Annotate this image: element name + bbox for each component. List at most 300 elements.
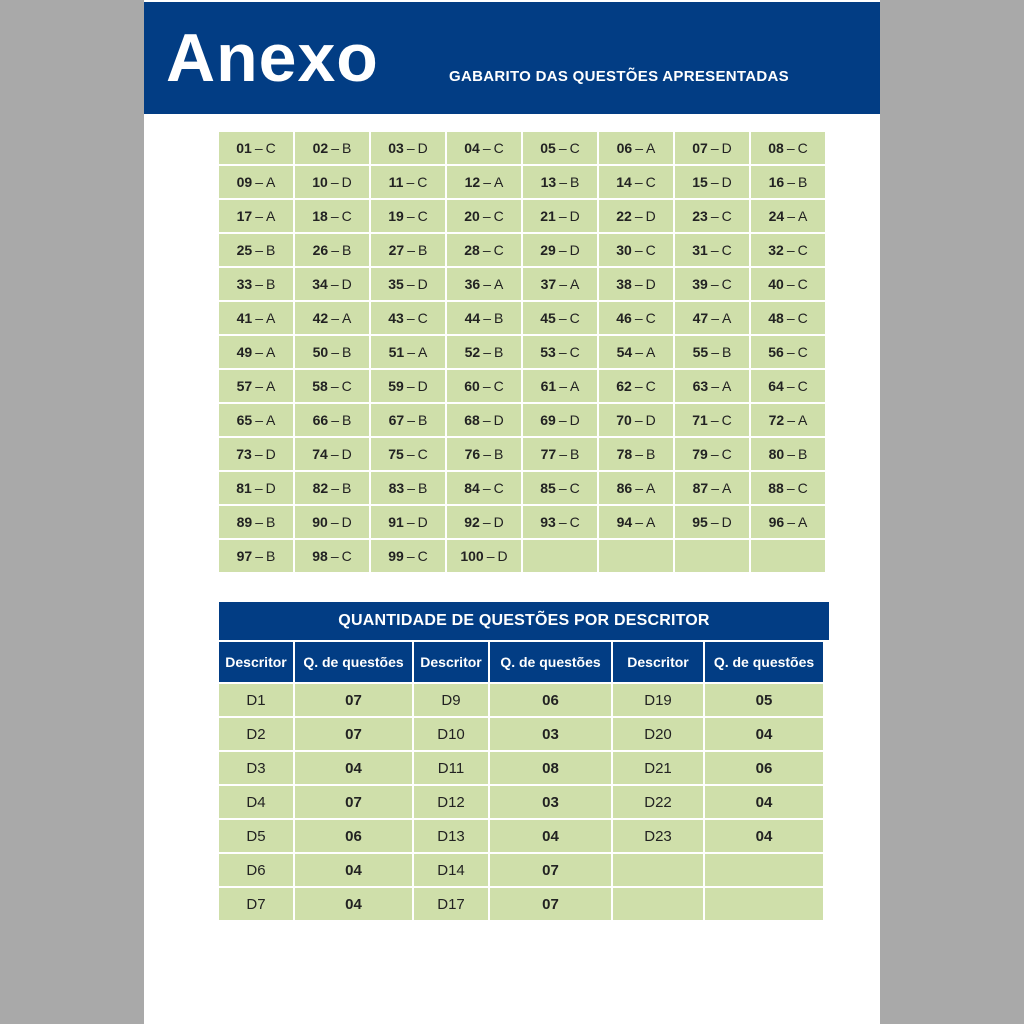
header-banner [144,2,880,114]
question-number: 24 [768,208,785,224]
question-number: 12 [464,174,481,190]
question-count-cell: 04 [490,820,611,852]
answer-separator: – [710,242,719,258]
answer-letter: A [266,412,276,428]
question-number: 89 [236,514,253,530]
answer-letter: C [493,378,504,394]
answer-separator: – [786,480,795,496]
descriptor-table-title: QUANTIDADE DE QUESTÕES POR DESCRITOR [219,602,829,640]
answer-separator: – [331,242,340,258]
answer-separator: – [255,310,264,326]
answer-letter: A [266,344,276,360]
answer-separator: – [711,344,720,360]
question-number: 57 [236,378,253,394]
answer-letter: B [418,412,428,428]
answer-cell [371,404,445,436]
answer-separator: – [786,378,795,394]
answer-key-grid [219,132,825,572]
question-number: 59 [388,378,404,394]
question-number: 88 [768,480,784,496]
answer-letter: D [645,208,656,224]
answer-letter: D [493,514,504,530]
answer-cell [751,472,825,504]
answer-letter: D [569,208,580,224]
answer-letter: A [798,412,808,428]
question-number: 05 [540,140,556,156]
answer-letter: D [721,514,732,530]
descriptor-cell: D10 [414,718,488,750]
descriptor-cell: D2 [219,718,293,750]
question-number: 21 [540,208,556,224]
question-number: 41 [236,310,253,326]
question-number: 07 [692,140,708,156]
answer-cell [523,200,597,232]
question-number: 03 [388,140,404,156]
answer-separator: – [786,310,795,326]
question-number: 29 [540,242,556,258]
answer-separator: – [483,344,492,360]
answer-cell [447,166,521,198]
question-number: 54 [616,344,633,360]
page-subtitle: GABARITO DAS QUESTÕES APRESENTADAS [449,68,789,85]
answer-separator: – [330,446,339,462]
question-number: 10 [312,174,328,190]
question-count-cell: 04 [705,718,823,750]
answer-separator: – [483,174,492,190]
question-number: 20 [464,208,480,224]
answer-separator: – [635,480,644,496]
answer-cell [675,404,749,436]
answer-separator: – [255,344,264,360]
answer-cell [751,336,825,368]
answer-letter: A [266,174,276,190]
answer-letter: C [721,208,732,224]
descriptor-cell: D17 [414,888,488,920]
answer-cell [371,268,445,300]
answer-cell [447,234,521,266]
descriptor-cell: D14 [414,854,488,886]
answer-cell [523,166,597,198]
answer-separator: – [406,140,415,156]
answer-separator: – [483,276,492,292]
answer-separator: – [407,242,416,258]
answer-letter: C [569,310,580,326]
answer-separator: – [786,140,795,156]
answer-cell [371,166,445,198]
answer-cell [295,268,369,300]
descriptor-cell: D12 [414,786,488,818]
answer-separator: – [634,310,643,326]
answer-letter: C [645,242,656,258]
answer-cell [295,336,369,368]
descriptor-cell: D11 [414,752,488,784]
answer-separator: – [254,480,263,496]
answer-cell [751,166,825,198]
answer-letter: B [570,174,580,190]
question-count-cell: 07 [490,854,611,886]
answer-cell [599,166,673,198]
answer-cell [371,472,445,504]
answer-letter: D [417,514,428,530]
answer-separator: – [483,446,492,462]
answer-separator: – [710,208,719,224]
answer-letter: C [417,446,428,462]
question-number: 74 [312,446,328,462]
answer-letter: C [797,378,808,394]
answer-cell [447,472,521,504]
question-number: 46 [616,310,632,326]
answer-cell [523,370,597,402]
question-number: 99 [388,548,404,564]
question-number: 39 [692,276,708,292]
answer-letter: A [494,276,504,292]
answer-separator: – [710,412,719,428]
question-number: 11 [388,174,404,190]
answer-cell [523,268,597,300]
answer-cell [675,302,749,334]
descriptor-cell: D20 [613,718,703,750]
answer-cell [295,200,369,232]
answer-separator: – [786,242,795,258]
answer-cell [219,132,293,164]
answer-separator: – [482,140,491,156]
empty-answer-cell [675,540,749,572]
answer-separator: – [787,174,796,190]
answer-separator: – [255,378,264,394]
answer-separator: – [710,140,719,156]
header-q-questoes: Q. de questões [490,642,611,682]
descriptor-cell: D22 [613,786,703,818]
question-count-cell [705,854,823,886]
question-count-cell: 04 [705,820,823,852]
answer-cell [675,166,749,198]
question-count-cell: 07 [295,786,412,818]
answer-cell [599,268,673,300]
answer-cell [675,438,749,470]
question-number: 60 [464,378,480,394]
answer-cell [447,438,521,470]
answer-cell [219,404,293,436]
answer-cell [219,200,293,232]
question-number: 09 [236,174,253,190]
answer-letter: D [341,446,352,462]
answer-letter: C [569,344,580,360]
question-number: 53 [540,344,556,360]
answer-letter: C [645,174,656,190]
answer-cell [523,404,597,436]
descriptor-cell: D21 [613,752,703,784]
answer-separator: – [710,276,719,292]
question-number: 93 [540,514,556,530]
question-number: 87 [692,480,709,496]
question-number: 100 [460,548,484,564]
answer-separator: – [634,378,643,394]
answer-separator: – [786,344,795,360]
answer-letter: C [797,242,808,258]
answer-separator: – [331,310,340,326]
question-number: 95 [692,514,708,530]
answer-separator: – [787,514,796,530]
question-number: 14 [616,174,632,190]
answer-letter: C [797,276,808,292]
descriptor-cell: D5 [219,820,293,852]
answer-separator: – [254,140,263,156]
question-number: 52 [464,344,481,360]
question-number: 91 [388,514,404,530]
question-number: 82 [312,480,329,496]
answer-separator: – [635,140,644,156]
question-number: 22 [616,208,632,224]
answer-cell [751,234,825,266]
question-number: 13 [540,174,557,190]
answer-separator: – [483,310,492,326]
answer-letter: C [797,310,808,326]
question-count-cell: 04 [295,854,412,886]
answer-letter: D [493,412,504,428]
answer-letter: D [569,242,580,258]
answer-cell [599,336,673,368]
question-number: 50 [312,344,329,360]
answer-letter: D [341,276,352,292]
answer-separator: – [406,276,415,292]
answer-cell [295,302,369,334]
question-number: 44 [464,310,481,326]
answer-separator: – [787,208,796,224]
answer-letter: B [342,480,352,496]
question-count-cell: 03 [490,718,611,750]
answer-separator: – [558,208,567,224]
question-number: 71 [692,412,708,428]
answer-letter: A [722,480,732,496]
header-q-questoes: Q. de questões [295,642,412,682]
answer-cell [599,234,673,266]
answer-cell [295,472,369,504]
answer-letter: D [645,412,656,428]
answer-separator: – [787,412,796,428]
answer-separator: – [406,446,415,462]
question-number: 06 [616,140,633,156]
answer-separator: – [786,276,795,292]
answer-separator: – [558,480,567,496]
question-number: 27 [388,242,405,258]
question-number: 16 [768,174,785,190]
answer-separator: – [634,174,643,190]
descriptor-cell: D1 [219,684,293,716]
answer-cell [295,234,369,266]
question-number: 85 [540,480,556,496]
question-number: 76 [464,446,481,462]
answer-letter: B [418,242,428,258]
answer-separator: – [634,242,643,258]
answer-letter: B [342,412,352,428]
answer-letter: C [417,548,428,564]
answer-letter: B [494,310,504,326]
answer-letter: B [266,276,276,292]
answer-letter: B [570,446,580,462]
question-count-cell [705,888,823,920]
answer-separator: – [482,480,491,496]
answer-cell [599,370,673,402]
question-number: 43 [388,310,404,326]
answer-cell [371,540,445,572]
answer-cell [751,404,825,436]
question-number: 94 [616,514,633,530]
answer-cell [675,132,749,164]
answer-letter: B [418,480,428,496]
descriptor-cell: D6 [219,854,293,886]
answer-letter: C [493,140,504,156]
answer-cell [371,302,445,334]
question-number: 31 [692,242,708,258]
answer-letter: C [645,378,656,394]
answer-cell [751,302,825,334]
answer-cell [295,370,369,402]
answer-cell [219,540,293,572]
answer-separator: – [406,378,415,394]
answer-letter: B [798,446,808,462]
answer-cell [675,336,749,368]
answer-letter: C [569,514,580,530]
answer-separator: – [407,344,416,360]
answer-cell [523,234,597,266]
answer-cell [219,370,293,402]
answer-separator: – [255,412,264,428]
question-number: 90 [312,514,328,530]
answer-letter: B [494,446,504,462]
question-number: 17 [236,208,253,224]
descriptor-cell: D19 [613,684,703,716]
descriptor-cell [613,854,703,886]
answer-separator: – [330,276,339,292]
question-number: 96 [768,514,785,530]
answer-cell [295,404,369,436]
answer-letter: C [721,446,732,462]
answer-cell [219,234,293,266]
question-number: 19 [388,208,404,224]
question-number: 62 [616,378,632,394]
question-count-cell: 04 [705,786,823,818]
answer-letter: D [645,276,656,292]
question-number: 18 [312,208,328,224]
question-number: 79 [692,446,708,462]
question-count-cell: 05 [705,684,823,716]
question-number: 97 [236,548,253,564]
question-number: 32 [768,242,784,258]
question-number: 98 [312,548,328,564]
answer-cell [447,370,521,402]
question-count-cell: 04 [295,752,412,784]
answer-letter: C [721,242,732,258]
answer-separator: – [559,446,568,462]
answer-separator: – [635,446,644,462]
answer-letter: A [494,174,504,190]
answer-cell [371,200,445,232]
answer-letter: B [722,344,732,360]
answer-separator: – [559,378,568,394]
question-number: 23 [692,208,708,224]
answer-cell [523,472,597,504]
answer-separator: – [634,276,643,292]
answer-separator: – [711,480,720,496]
question-count-cell: 06 [705,752,823,784]
question-number: 78 [616,446,633,462]
answer-cell [599,302,673,334]
answer-separator: – [330,514,339,530]
answer-letter: D [569,412,580,428]
answer-letter: C [797,480,808,496]
header-descritor: Descritor [414,642,488,682]
question-number: 72 [768,412,785,428]
answer-separator: – [406,208,415,224]
answer-separator: – [406,514,415,530]
question-number: 77 [540,446,557,462]
answer-separator: – [255,208,264,224]
answer-letter: A [342,310,352,326]
answer-letter: A [266,208,276,224]
answer-cell [295,506,369,538]
question-count-cell: 04 [295,888,412,920]
answer-cell [219,506,293,538]
question-number: 04 [464,140,480,156]
question-count-cell: 07 [295,684,412,716]
answer-cell [675,370,749,402]
answer-cell [295,166,369,198]
answer-letter: A [266,310,276,326]
answer-cell [751,268,825,300]
question-count-cell: 07 [490,888,611,920]
answer-letter: C [645,310,656,326]
answer-separator: – [558,344,567,360]
answer-cell [523,506,597,538]
answer-cell [447,540,521,572]
answer-separator: – [330,174,339,190]
answer-cell [751,200,825,232]
question-number: 47 [692,310,709,326]
descriptor-cell: D3 [219,752,293,784]
answer-cell [675,472,749,504]
descriptor-cell: D9 [414,684,488,716]
question-number: 01 [236,140,252,156]
answer-cell [523,302,597,334]
header-descritor: Descritor [219,642,293,682]
question-number: 45 [540,310,556,326]
question-count-cell: 03 [490,786,611,818]
question-number: 73 [236,446,252,462]
answer-separator: – [635,344,644,360]
answer-separator: – [255,174,264,190]
descriptor-table-grid [219,642,829,920]
answer-cell [675,234,749,266]
question-number: 56 [768,344,784,360]
answer-cell [599,200,673,232]
answer-letter: C [493,242,504,258]
question-number: 25 [236,242,253,258]
question-number: 30 [616,242,632,258]
answer-cell [219,336,293,368]
answer-cell [675,268,749,300]
answer-cell [447,200,521,232]
answer-separator: – [486,548,495,564]
answer-cell [599,404,673,436]
answer-letter: A [266,378,276,394]
answer-letter: C [569,140,580,156]
question-number: 80 [768,446,785,462]
answer-letter: C [341,548,352,564]
question-number: 68 [464,412,480,428]
answer-separator: – [331,140,340,156]
question-number: 86 [616,480,633,496]
answer-cell [219,472,293,504]
